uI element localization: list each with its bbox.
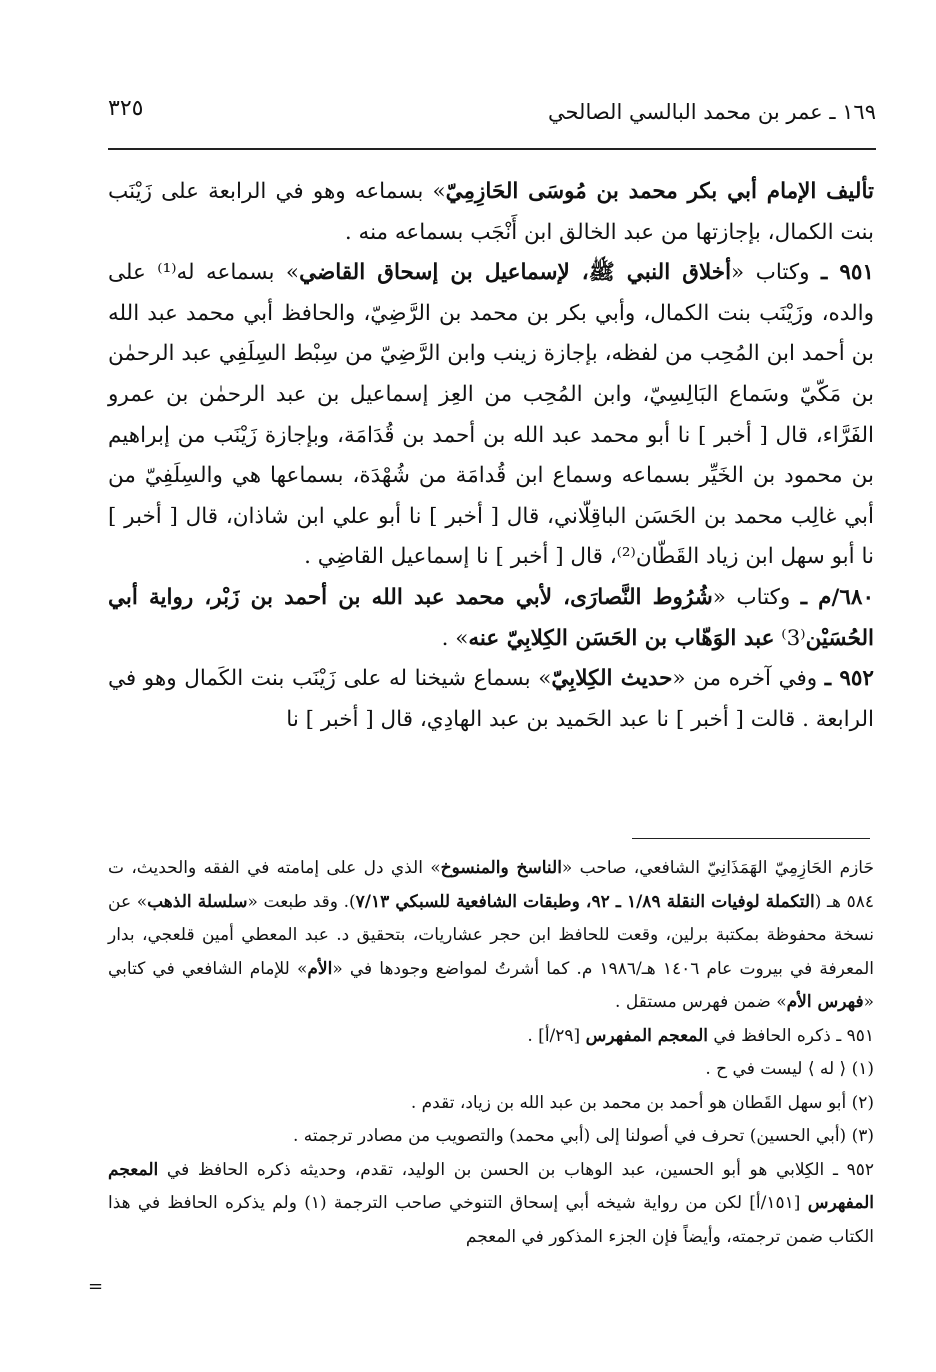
footnote-continued: [108, 852, 874, 1020]
page-number: ٣٢٥: [108, 96, 144, 121]
entry-number: ٩٥١ ـ: [820, 260, 874, 286]
note-ref: ⁽3⁾: [774, 625, 806, 651]
paragraph-text: » بسماع شيخنا له على زَيْنَب بنت الكَمال وهو في الرابعة . قالت [ أخبر ] نا عبد الحَميد بن عبد الهادِي، قال [ أخبر ] نا: [108, 666, 874, 732]
book-title: فهرس الأم: [786, 992, 864, 1012]
paragraph-text: » بسماعه له⁽¹⁾ على والده، وزَيْنَب بنت الكمال، وأبي بكر بن محمد بن الرَّضِيّ، والحافظ أبي محمد عبد الله بن أحمد ابن المُحِب من لفظه، بإجازة زينب وابن الرَّضِيّ من سِبْط السِلَفِي عبد الرحمٰن بن مَكّيّ وسَماع البَالِسِيّ، وابن المُحِب من العِز إسماعيل بن عبد الرحمٰن بن عمرو الفَرَّاء، قال [ أخبر ] نا أبو محمد عبد الله بن أحمد بن قُدَامَة، وبإجازة زَيْنَب من إبراهيم بن محمود بن الخَيِّر بسماعه وسماع ابن قُدامَة من شُهْدَة، بسماعها هي والسِلَفِيّ من أبي غالِب محمد بن الحَسَن الباقِلّاني، قال [ أخبر ] نا أبو علي ابن شاذان، قال [ أخبر ] نا أبو سهل ابن زياد القَطّان⁽²⁾، قال [ أخبر ] نا إسماعيل القاضِي .: [108, 260, 874, 570]
continuation-mark: =: [88, 1276, 104, 1297]
footnote-text: » للإمام الشافعي في كتابي «: [108, 958, 874, 1012]
paragraph-text: وكتاب «: [712, 584, 801, 610]
footnote-rule: [632, 838, 870, 839]
entry-number: ٩٥٢ ـ: [824, 666, 874, 692]
book-title: حديث الكِلابِيّ: [551, 666, 673, 692]
footnote-952: [108, 1154, 874, 1255]
book-title: أخلاق النبي ﷺ، لإسماعيل بن إسحاق القاضي: [299, 260, 732, 286]
book-title: المعجم المفهرس: [585, 1025, 709, 1046]
entry-number: ٦٨٠/م ـ: [800, 584, 874, 610]
book-title: الناسخ والمنسوخ: [440, 858, 562, 878]
paragraph-text: وكتاب «: [731, 260, 821, 286]
footnote-951: [108, 1020, 874, 1054]
footnote-text: [٢٩/أ] .: [527, 1025, 586, 1046]
book-title: شُرُوط النَّصارَى، لأبي محمد عبد الله بن أحمد بن زَبْر، رواية أبي الحُسَيْن: [108, 584, 874, 651]
footnote-text: ٩٥١ ـ ذكره الحافظ في: [708, 1025, 874, 1046]
paragraph-text: » بسماعه وهو في الرابعة على زَيْنَب بنت الكمال، بإجازتها من عبد الخالق ابن أَنْجَب بسماعه منه .: [108, 179, 874, 245]
footnote-text: ٩٥٢ ـ الكِلابي هو أبو الحسين، عبد الوهاب بن الحسن بن الوليد، تقدم، وحديثه ذكره الحافظ في: [158, 1159, 874, 1180]
footnote-text: » عن نسخة محفوظة بمكتبة برلين، وقعت للحافظ ابن حجر عشاريات، بتحقيق د. عبد المعطي أمين قلعجي، بدار المعرفة في بيروت عام ١٤٠٦ هـ/١٩٨٦ م. كما أشرتُ لمواضع وجودها في «: [108, 891, 874, 979]
footnote-text: حَازم الحَازِمِيّ الهَمَذَانِيّ الشافعي، صاحب «: [561, 858, 874, 878]
footnote-3: (٣) (أبي الحسين) تحرف في أصولنا إلى (أبي محمد) والتصويب من مصادر ترجمته .: [292, 1126, 874, 1146]
book-title: عبد الوَهّاب بن الحَسَن الكِلابِيّ عنه: [468, 625, 775, 651]
footnote-text: [١٥١/أ] لكن من رواية شيخه أبي إسحاق التنوخي صاحب الترجمة (١) ولم يذكره الحافظ في هذا الكتاب ضمن ترجمته، وأيضاً فإن الجزء المذكور في المعجم: [108, 1193, 874, 1247]
paragraph-1: [108, 172, 874, 253]
book-title: الأم: [307, 958, 333, 979]
paragraph-680m: [108, 578, 874, 659]
running-head: ١٦٩ ـ عمر بن محمد البالسي الصالحي: [547, 100, 876, 124]
footnote-text: » ضمن فهرس مستقل .: [615, 992, 787, 1012]
page-header: [108, 88, 876, 150]
book-title: المعجم المفهرس: [108, 1159, 874, 1213]
footnote-text: » الذي دل على إمامته في الفقه والحديث، ت ٥٨٤ هـ (: [108, 858, 874, 912]
reference: التكملة لوفيات النقلة ١/٨٩ ـ ٩٢، وطبقات الشافعية للسبكي ٧/١٣: [355, 891, 815, 912]
footnote-1: (١) ⟨ له ⟩ ليست في ح .: [705, 1059, 874, 1079]
paragraph-text: » .: [441, 625, 469, 651]
footnote-text: ). وقد طبعت «: [247, 891, 356, 912]
footnotes: [108, 852, 874, 1254]
book-title: تأليف الإمام أبي بكر محمد بن مُوسَى الحَازِمِيّ: [445, 179, 874, 204]
main-text: [108, 172, 874, 740]
header-rule: [108, 148, 876, 150]
footnote-2: (٢) أبو سهل القَطان هو أحمد بن محمد بن عبد الله بن زياد، تقدم .: [410, 1092, 874, 1113]
paragraph-952: [108, 659, 874, 740]
paragraph-text: وفي آخره من «: [672, 666, 825, 692]
paragraph-951: [108, 253, 874, 578]
book-title: سلسلة الذهب: [147, 891, 248, 912]
